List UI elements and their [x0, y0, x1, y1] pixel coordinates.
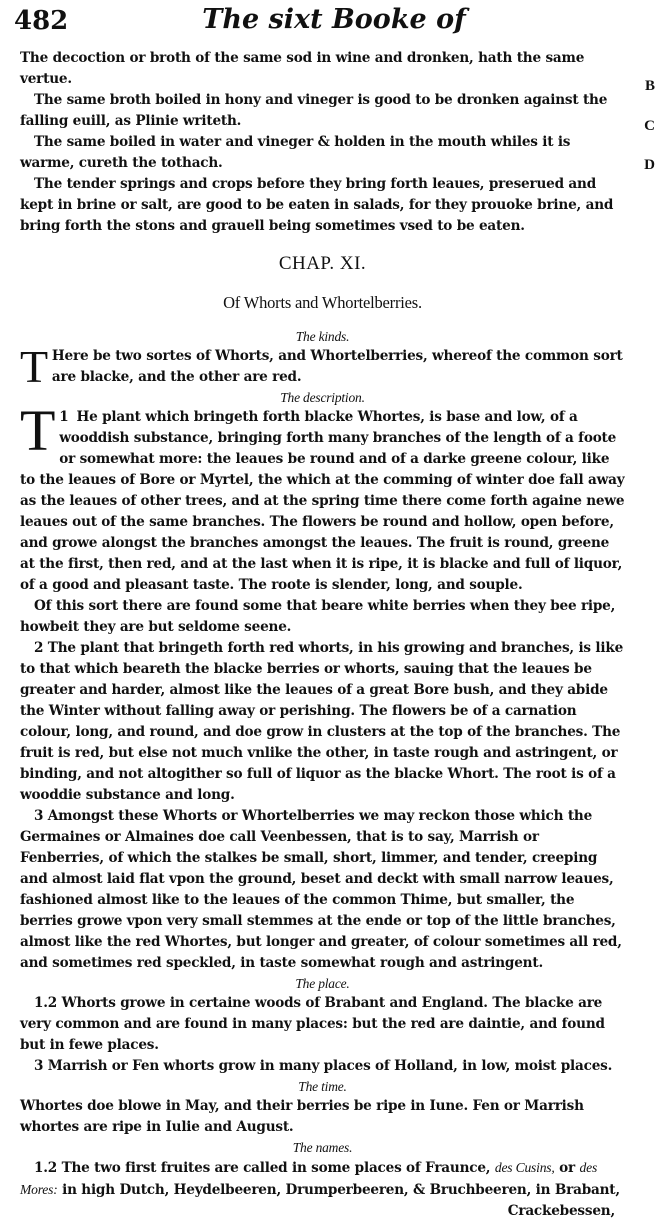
section-heading-description: The description.: [280, 390, 365, 405]
section-heading-time: The time.: [298, 1079, 347, 1094]
top-paragraph-4: The tender springs and crops before they bring forth leaues, preserued and kept in brine or salt, are good to be eaten in salads, for they prouoke brine, and bring forth the stons and grauell being sometimes vsed to be eaten.: [20, 176, 614, 234]
top-paragraph-2: The same broth boiled in hony and vineger is good to be dronken against the falling euill, as Plinie writeth.: [20, 92, 608, 129]
chapter-heading: CHAP. XI.: [278, 253, 367, 274]
section-heading-kinds: The kinds.: [295, 329, 350, 344]
top-paragraph-3: The same boiled in water and vineger & holden in the mouth whiles it is warme, cureth the tothach.: [20, 134, 571, 171]
kinds-text: Here be two sortes of Whorts, and Whortelberries, whereof the common sort are blacke, and the other are red.: [51, 348, 623, 385]
time-paragraph: Whortes doe blowe in May, and their berries be ripe in Iune. Fen or Marrish whortes are ripe in Iulie and August.: [20, 1098, 584, 1135]
names-text-c: in high Dutch, Heydelbeeren, Drumperbeeren, & Bruchbeeren, in Brabant,: [62, 1182, 620, 1198]
names-last-line: Crackebessen,: [507, 1203, 615, 1219]
latin-name-b: des Mores:: [20, 1160, 598, 1197]
place-paragraph-2: 3 Marrish or Fen whorts grow in many places of Holland, in low, moist places.: [34, 1058, 613, 1074]
chapter-title: Of Whorts and Whortelberries.: [223, 293, 422, 312]
description-paragraph-2: 2 The plant that bringeth forth red whorts, in his growing and branches, is like to that which beareth the blacke berries or whorts, sauing that the leaues be greater and harder, almost like the leaues of a great Bore bush, and they abide the Winter without falling away or perishing. The flowers be of a carnation colour, long, and round, and doe grow in clusters at the top of the branches. The fruit is red, but else not much vnlike the other, in taste rough and astringent, or binding, and not altogither so full of liquor as the blacke Whort. The root is of a wooddie substance and long.: [20, 640, 624, 803]
description-paragraph-1b: Of this sort there are found some that beare white berries when they bee ripe, howbeit they are but seldome seene.: [20, 598, 616, 635]
page-body: [20, 48, 625, 1222]
drop-cap: T: [20, 398, 56, 463]
place-paragraph-1: 1.2 Whorts growe in certaine woods of Brabant and England. The blacke are very common and are found in many places: but the red are daintie, and found but in fewe places.: [20, 995, 605, 1053]
kinds-paragraph: [20, 341, 625, 392]
running-title: The sixt Booke of: [202, 4, 466, 35]
names-text-b: or: [559, 1160, 575, 1176]
latin-name-a: des Cusins,: [494, 1160, 555, 1175]
description-text-1: He plant which bringeth forth blacke Whortes, is base and low, of a wooddish substance, bringing forth many branches of the length of a foote or somewhat more: the leaues be round and of a darke greene colour, like to the leaues of Bore or Myrtel, the which at the comming of winter doe fall away as the leaues of other trees, and at the spring time there come forth againe newe leaues out of the same branches. The flowers be round and hollow, open before, and growe alongst the branches amongst the leaues. The fruit is round, greene at the first, then red, and at the last when it is ripe, it is blacke and full of liquor, of a good and pleasant taste. The roote is slender, long, and souple.: [20, 409, 625, 593]
section-heading-place: The place.: [295, 976, 350, 991]
margin-letter-b: B: [644, 78, 655, 94]
drop-cap: T: [20, 341, 48, 392]
margin-letter-d: D: [644, 157, 655, 173]
top-paragraph-1: The decoction or broth of the same sod in wine and dronken, hath the same vertue.: [20, 50, 585, 87]
page-header: [14, 4, 654, 44]
margin-letter-c: C: [644, 118, 655, 134]
names-paragraph: [20, 1157, 625, 1201]
description-paragraph-3: 3 Amongst these Whorts or Whortelberries we may reckon those which the Germaines or Almaines doe call Veenbessen, that is to say, Marrish or Fenberries, of which the stalkes be small, short, limmer, and tender, creeping and almost laid flat vpon the ground, beset and deckt with small narrow leaues, fashioned almost like to the leaues of the common Thime, but smaller, the berries growe vpon very small stemmes at the ende or top of the little branches, almost like the red Whortes, but longer and greater, of colour sometimes all red, and sometimes red speckled, in taste somewhat rough and astringent.: [20, 808, 622, 971]
paragraph-number: 1: [59, 409, 69, 425]
section-heading-names: The names.: [292, 1140, 353, 1155]
names-text-a: 1.2 The two first fruites are called in some places of Fraunce,: [34, 1160, 491, 1176]
description-paragraph-1: [20, 398, 625, 596]
page-number: 482: [14, 6, 69, 36]
